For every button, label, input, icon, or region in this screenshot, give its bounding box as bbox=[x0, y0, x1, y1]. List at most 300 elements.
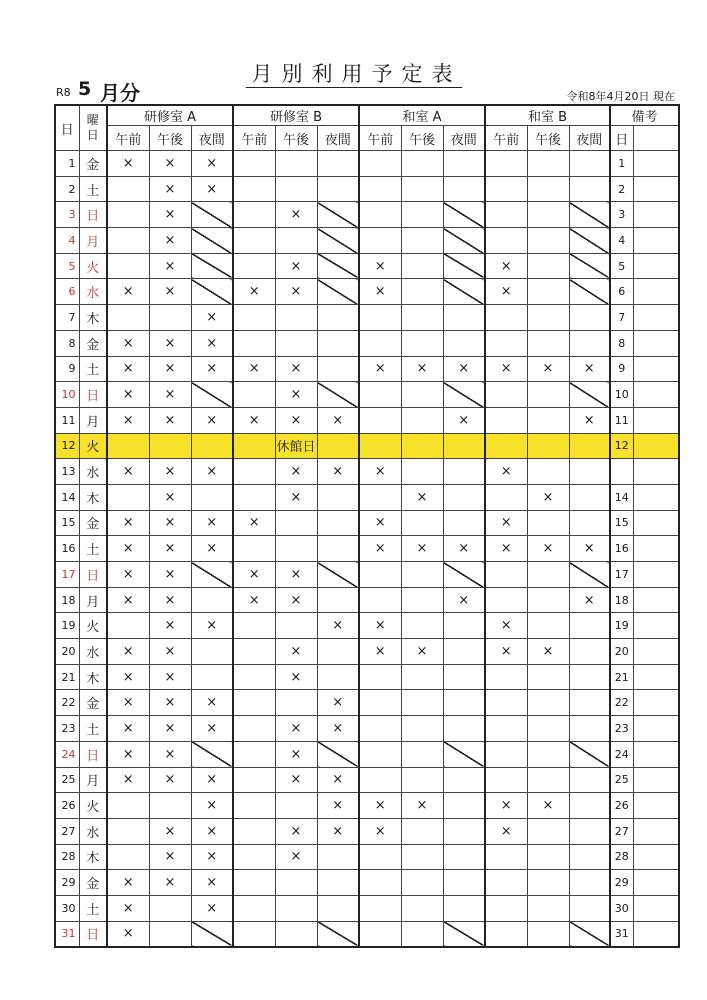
booked-mark[interactable]: × bbox=[443, 356, 485, 382]
available-slot[interactable] bbox=[485, 895, 527, 921]
booked-mark[interactable]: × bbox=[275, 767, 317, 793]
available-slot[interactable] bbox=[359, 664, 401, 690]
available-slot[interactable] bbox=[275, 151, 317, 177]
available-slot[interactable] bbox=[569, 870, 610, 896]
booked-mark[interactable]: × bbox=[149, 767, 191, 793]
available-slot[interactable] bbox=[485, 767, 527, 793]
booked-mark[interactable]: × bbox=[191, 536, 233, 562]
available-slot[interactable] bbox=[191, 639, 233, 665]
available-slot[interactable] bbox=[233, 151, 275, 177]
available-slot[interactable] bbox=[317, 895, 359, 921]
booked-mark[interactable]: × bbox=[233, 562, 275, 588]
available-slot[interactable] bbox=[443, 767, 485, 793]
available-slot[interactable] bbox=[359, 741, 401, 767]
remarks-note[interactable] bbox=[633, 305, 679, 331]
booked-mark[interactable]: × bbox=[149, 664, 191, 690]
available-slot[interactable] bbox=[401, 176, 443, 202]
available-slot[interactable] bbox=[401, 228, 443, 254]
booked-mark[interactable]: × bbox=[149, 253, 191, 279]
available-slot[interactable] bbox=[569, 716, 610, 742]
available-slot[interactable] bbox=[359, 151, 401, 177]
available-slot[interactable] bbox=[359, 895, 401, 921]
available-slot[interactable] bbox=[233, 844, 275, 870]
available-slot[interactable] bbox=[191, 484, 233, 510]
booked-mark[interactable]: × bbox=[359, 253, 401, 279]
booked-mark[interactable]: × bbox=[359, 639, 401, 665]
booked-mark[interactable]: × bbox=[149, 407, 191, 433]
booked-mark[interactable]: × bbox=[275, 818, 317, 844]
available-slot[interactable] bbox=[401, 690, 443, 716]
available-slot[interactable] bbox=[527, 151, 569, 177]
booked-mark[interactable]: × bbox=[107, 587, 149, 613]
available-slot[interactable] bbox=[527, 279, 569, 305]
available-slot[interactable] bbox=[359, 202, 401, 228]
available-slot[interactable] bbox=[233, 690, 275, 716]
booked-mark[interactable]: × bbox=[191, 407, 233, 433]
booked-mark[interactable]: × bbox=[317, 407, 359, 433]
available-slot[interactable] bbox=[275, 921, 317, 947]
available-slot[interactable] bbox=[485, 664, 527, 690]
booked-mark[interactable]: × bbox=[485, 613, 527, 639]
available-slot[interactable] bbox=[107, 484, 149, 510]
remarks-note[interactable] bbox=[633, 870, 679, 896]
booked-mark[interactable]: × bbox=[569, 356, 610, 382]
available-slot[interactable] bbox=[359, 870, 401, 896]
available-slot[interactable] bbox=[527, 202, 569, 228]
available-slot[interactable] bbox=[275, 895, 317, 921]
remarks-note[interactable] bbox=[633, 639, 679, 665]
booked-mark[interactable]: × bbox=[149, 382, 191, 408]
available-slot[interactable] bbox=[359, 716, 401, 742]
available-slot[interactable] bbox=[233, 253, 275, 279]
available-slot[interactable] bbox=[149, 895, 191, 921]
available-slot[interactable] bbox=[149, 921, 191, 947]
remarks-note[interactable] bbox=[633, 253, 679, 279]
available-slot[interactable] bbox=[317, 870, 359, 896]
booked-mark[interactable]: × bbox=[107, 536, 149, 562]
remarks-note[interactable] bbox=[633, 562, 679, 588]
booked-mark[interactable]: × bbox=[359, 279, 401, 305]
available-slot[interactable] bbox=[569, 664, 610, 690]
available-slot[interactable] bbox=[527, 382, 569, 408]
booked-mark[interactable]: × bbox=[275, 356, 317, 382]
booked-mark[interactable]: × bbox=[485, 459, 527, 485]
available-slot[interactable] bbox=[569, 510, 610, 536]
available-slot[interactable] bbox=[401, 305, 443, 331]
booked-mark[interactable]: × bbox=[317, 793, 359, 819]
available-slot[interactable] bbox=[233, 202, 275, 228]
available-slot[interactable] bbox=[401, 767, 443, 793]
booked-mark[interactable]: × bbox=[485, 279, 527, 305]
booked-mark[interactable]: × bbox=[401, 484, 443, 510]
available-slot[interactable] bbox=[107, 793, 149, 819]
available-slot[interactable] bbox=[191, 664, 233, 690]
available-slot[interactable] bbox=[527, 562, 569, 588]
available-slot[interactable] bbox=[317, 356, 359, 382]
booked-mark[interactable]: × bbox=[149, 176, 191, 202]
booked-mark[interactable]: × bbox=[275, 202, 317, 228]
available-slot[interactable] bbox=[275, 613, 317, 639]
available-slot[interactable] bbox=[527, 741, 569, 767]
booked-mark[interactable]: × bbox=[191, 895, 233, 921]
booked-mark[interactable]: × bbox=[233, 407, 275, 433]
available-slot[interactable] bbox=[401, 870, 443, 896]
available-slot[interactable] bbox=[317, 176, 359, 202]
booked-mark[interactable]: × bbox=[485, 818, 527, 844]
remarks-note[interactable] bbox=[633, 844, 679, 870]
booked-mark[interactable]: × bbox=[191, 870, 233, 896]
available-slot[interactable] bbox=[443, 151, 485, 177]
remarks-note[interactable] bbox=[633, 664, 679, 690]
available-slot[interactable] bbox=[485, 202, 527, 228]
remarks-note[interactable] bbox=[633, 510, 679, 536]
available-slot[interactable] bbox=[317, 844, 359, 870]
available-slot[interactable] bbox=[317, 484, 359, 510]
booked-mark[interactable]: × bbox=[527, 484, 569, 510]
booked-mark[interactable]: × bbox=[317, 613, 359, 639]
booked-mark[interactable]: × bbox=[191, 151, 233, 177]
available-slot[interactable] bbox=[359, 562, 401, 588]
available-slot[interactable] bbox=[401, 407, 443, 433]
booked-mark[interactable]: × bbox=[149, 356, 191, 382]
remarks-note[interactable] bbox=[633, 895, 679, 921]
available-slot[interactable] bbox=[401, 562, 443, 588]
available-slot[interactable] bbox=[485, 870, 527, 896]
booked-mark[interactable]: × bbox=[149, 459, 191, 485]
available-slot[interactable] bbox=[527, 407, 569, 433]
remarks-note[interactable] bbox=[633, 382, 679, 408]
available-slot[interactable] bbox=[569, 484, 610, 510]
available-slot[interactable] bbox=[359, 844, 401, 870]
booked-mark[interactable]: × bbox=[275, 639, 317, 665]
remarks-note[interactable] bbox=[633, 176, 679, 202]
booked-mark[interactable]: × bbox=[107, 356, 149, 382]
available-slot[interactable] bbox=[359, 305, 401, 331]
booked-mark[interactable]: × bbox=[401, 356, 443, 382]
available-slot[interactable] bbox=[275, 510, 317, 536]
booked-mark[interactable]: × bbox=[149, 484, 191, 510]
available-slot[interactable] bbox=[569, 895, 610, 921]
available-slot[interactable] bbox=[317, 587, 359, 613]
available-slot[interactable] bbox=[317, 536, 359, 562]
available-slot[interactable] bbox=[233, 613, 275, 639]
available-slot[interactable] bbox=[401, 510, 443, 536]
booked-mark[interactable]: × bbox=[191, 510, 233, 536]
available-slot[interactable] bbox=[485, 587, 527, 613]
available-slot[interactable] bbox=[107, 844, 149, 870]
available-slot[interactable] bbox=[527, 459, 569, 485]
available-slot[interactable] bbox=[485, 382, 527, 408]
booked-mark[interactable]: × bbox=[149, 510, 191, 536]
available-slot[interactable] bbox=[401, 664, 443, 690]
available-slot[interactable] bbox=[527, 510, 569, 536]
booked-mark[interactable]: × bbox=[107, 459, 149, 485]
available-slot[interactable] bbox=[485, 228, 527, 254]
available-slot[interactable] bbox=[443, 484, 485, 510]
booked-mark[interactable]: × bbox=[107, 330, 149, 356]
booked-mark[interactable]: × bbox=[443, 536, 485, 562]
available-slot[interactable] bbox=[569, 459, 610, 485]
booked-mark[interactable]: × bbox=[149, 151, 191, 177]
available-slot[interactable] bbox=[443, 176, 485, 202]
available-slot[interactable] bbox=[443, 510, 485, 536]
available-slot[interactable] bbox=[527, 818, 569, 844]
remarks-note[interactable] bbox=[633, 151, 679, 177]
available-slot[interactable] bbox=[443, 716, 485, 742]
available-slot[interactable] bbox=[485, 741, 527, 767]
available-slot[interactable] bbox=[233, 305, 275, 331]
available-slot[interactable] bbox=[569, 690, 610, 716]
booked-mark[interactable]: × bbox=[401, 639, 443, 665]
booked-mark[interactable]: × bbox=[485, 793, 527, 819]
available-slot[interactable] bbox=[401, 330, 443, 356]
available-slot[interactable] bbox=[527, 921, 569, 947]
booked-mark[interactable]: × bbox=[149, 330, 191, 356]
available-slot[interactable] bbox=[527, 253, 569, 279]
available-slot[interactable] bbox=[359, 382, 401, 408]
available-slot[interactable] bbox=[485, 176, 527, 202]
available-slot[interactable] bbox=[569, 767, 610, 793]
booked-mark[interactable]: × bbox=[275, 253, 317, 279]
available-slot[interactable] bbox=[485, 330, 527, 356]
available-slot[interactable] bbox=[359, 330, 401, 356]
available-slot[interactable] bbox=[527, 844, 569, 870]
available-slot[interactable] bbox=[401, 587, 443, 613]
booked-mark[interactable]: × bbox=[401, 536, 443, 562]
available-slot[interactable] bbox=[569, 818, 610, 844]
booked-mark[interactable]: × bbox=[149, 587, 191, 613]
available-slot[interactable] bbox=[275, 793, 317, 819]
available-slot[interactable] bbox=[443, 793, 485, 819]
available-slot[interactable] bbox=[401, 741, 443, 767]
remarks-note[interactable] bbox=[633, 202, 679, 228]
available-slot[interactable] bbox=[107, 305, 149, 331]
booked-mark[interactable]: × bbox=[149, 639, 191, 665]
booked-mark[interactable]: × bbox=[527, 793, 569, 819]
available-slot[interactable] bbox=[401, 921, 443, 947]
remarks-note[interactable] bbox=[633, 587, 679, 613]
booked-mark[interactable]: × bbox=[191, 459, 233, 485]
available-slot[interactable] bbox=[107, 818, 149, 844]
booked-mark[interactable]: × bbox=[149, 613, 191, 639]
booked-mark[interactable]: × bbox=[149, 228, 191, 254]
booked-mark[interactable]: × bbox=[527, 536, 569, 562]
booked-mark[interactable]: × bbox=[149, 844, 191, 870]
available-slot[interactable] bbox=[359, 690, 401, 716]
booked-mark[interactable]: × bbox=[107, 151, 149, 177]
available-slot[interactable] bbox=[401, 459, 443, 485]
booked-mark[interactable]: × bbox=[527, 356, 569, 382]
booked-mark[interactable]: × bbox=[233, 510, 275, 536]
available-slot[interactable] bbox=[233, 870, 275, 896]
available-slot[interactable] bbox=[569, 330, 610, 356]
available-slot[interactable] bbox=[401, 151, 443, 177]
available-slot[interactable] bbox=[527, 587, 569, 613]
booked-mark[interactable]: × bbox=[233, 356, 275, 382]
booked-mark[interactable]: × bbox=[191, 793, 233, 819]
remarks-note[interactable] bbox=[633, 741, 679, 767]
booked-mark[interactable]: × bbox=[107, 562, 149, 588]
booked-mark[interactable]: × bbox=[275, 407, 317, 433]
remarks-note[interactable] bbox=[633, 433, 679, 459]
available-slot[interactable] bbox=[443, 459, 485, 485]
available-slot[interactable] bbox=[149, 305, 191, 331]
booked-mark[interactable]: × bbox=[275, 459, 317, 485]
booked-mark[interactable]: × bbox=[275, 279, 317, 305]
booked-mark[interactable]: × bbox=[191, 330, 233, 356]
available-slot[interactable] bbox=[443, 818, 485, 844]
remarks-note[interactable] bbox=[633, 330, 679, 356]
available-slot[interactable] bbox=[569, 844, 610, 870]
available-slot[interactable] bbox=[191, 587, 233, 613]
booked-mark[interactable]: × bbox=[359, 510, 401, 536]
available-slot[interactable] bbox=[485, 921, 527, 947]
available-slot[interactable] bbox=[359, 587, 401, 613]
available-slot[interactable] bbox=[233, 921, 275, 947]
available-slot[interactable] bbox=[233, 459, 275, 485]
available-slot[interactable] bbox=[527, 305, 569, 331]
booked-mark[interactable]: × bbox=[317, 767, 359, 793]
available-slot[interactable] bbox=[569, 613, 610, 639]
available-slot[interactable] bbox=[233, 895, 275, 921]
available-slot[interactable] bbox=[233, 664, 275, 690]
booked-mark[interactable]: × bbox=[275, 844, 317, 870]
booked-mark[interactable]: × bbox=[317, 716, 359, 742]
available-slot[interactable] bbox=[443, 639, 485, 665]
remarks-note[interactable] bbox=[633, 536, 679, 562]
available-slot[interactable] bbox=[233, 536, 275, 562]
available-slot[interactable] bbox=[443, 330, 485, 356]
booked-mark[interactable]: × bbox=[275, 562, 317, 588]
available-slot[interactable] bbox=[401, 895, 443, 921]
available-slot[interactable] bbox=[233, 818, 275, 844]
available-slot[interactable] bbox=[317, 510, 359, 536]
available-slot[interactable] bbox=[233, 741, 275, 767]
booked-mark[interactable]: × bbox=[107, 870, 149, 896]
available-slot[interactable] bbox=[275, 536, 317, 562]
available-slot[interactable] bbox=[401, 844, 443, 870]
booked-mark[interactable]: × bbox=[149, 870, 191, 896]
available-slot[interactable] bbox=[107, 202, 149, 228]
available-slot[interactable] bbox=[107, 228, 149, 254]
booked-mark[interactable]: × bbox=[107, 510, 149, 536]
available-slot[interactable] bbox=[401, 202, 443, 228]
available-slot[interactable] bbox=[233, 176, 275, 202]
available-slot[interactable] bbox=[401, 382, 443, 408]
booked-mark[interactable]: × bbox=[191, 305, 233, 331]
booked-mark[interactable]: × bbox=[149, 716, 191, 742]
available-slot[interactable] bbox=[401, 279, 443, 305]
booked-mark[interactable]: × bbox=[107, 639, 149, 665]
booked-mark[interactable]: × bbox=[107, 407, 149, 433]
remarks-note[interactable] bbox=[633, 793, 679, 819]
available-slot[interactable] bbox=[527, 690, 569, 716]
booked-mark[interactable]: × bbox=[233, 279, 275, 305]
booked-mark[interactable]: × bbox=[485, 253, 527, 279]
booked-mark[interactable]: × bbox=[275, 664, 317, 690]
booked-mark[interactable]: × bbox=[107, 741, 149, 767]
available-slot[interactable] bbox=[527, 613, 569, 639]
booked-mark[interactable]: × bbox=[191, 176, 233, 202]
available-slot[interactable] bbox=[485, 407, 527, 433]
available-slot[interactable] bbox=[569, 305, 610, 331]
available-slot[interactable] bbox=[317, 151, 359, 177]
booked-mark[interactable]: × bbox=[191, 818, 233, 844]
booked-mark[interactable]: × bbox=[359, 356, 401, 382]
booked-mark[interactable]: × bbox=[107, 382, 149, 408]
booked-mark[interactable]: × bbox=[359, 818, 401, 844]
available-slot[interactable] bbox=[485, 716, 527, 742]
booked-mark[interactable]: × bbox=[569, 587, 610, 613]
booked-mark[interactable]: × bbox=[569, 536, 610, 562]
booked-mark[interactable]: × bbox=[149, 741, 191, 767]
remarks-note[interactable] bbox=[633, 356, 679, 382]
booked-mark[interactable]: × bbox=[107, 279, 149, 305]
available-slot[interactable] bbox=[485, 562, 527, 588]
available-slot[interactable] bbox=[317, 330, 359, 356]
available-slot[interactable] bbox=[485, 690, 527, 716]
available-slot[interactable] bbox=[527, 767, 569, 793]
available-slot[interactable] bbox=[233, 382, 275, 408]
available-slot[interactable] bbox=[485, 305, 527, 331]
booked-mark[interactable]: × bbox=[107, 921, 149, 947]
available-slot[interactable] bbox=[401, 716, 443, 742]
available-slot[interactable] bbox=[317, 305, 359, 331]
remarks-note[interactable] bbox=[633, 818, 679, 844]
available-slot[interactable] bbox=[401, 613, 443, 639]
booked-mark[interactable]: × bbox=[191, 844, 233, 870]
remarks-note[interactable] bbox=[633, 690, 679, 716]
booked-mark[interactable]: × bbox=[191, 690, 233, 716]
available-slot[interactable] bbox=[485, 484, 527, 510]
booked-mark[interactable]: × bbox=[149, 562, 191, 588]
available-slot[interactable] bbox=[107, 253, 149, 279]
booked-mark[interactable]: × bbox=[359, 536, 401, 562]
booked-mark[interactable]: × bbox=[275, 587, 317, 613]
available-slot[interactable] bbox=[443, 305, 485, 331]
booked-mark[interactable]: × bbox=[317, 459, 359, 485]
available-slot[interactable] bbox=[233, 793, 275, 819]
remarks-note[interactable] bbox=[633, 279, 679, 305]
booked-mark[interactable]: × bbox=[359, 459, 401, 485]
booked-mark[interactable]: × bbox=[107, 767, 149, 793]
booked-mark[interactable]: × bbox=[191, 716, 233, 742]
available-slot[interactable] bbox=[443, 844, 485, 870]
booked-mark[interactable]: × bbox=[485, 536, 527, 562]
booked-mark[interactable]: × bbox=[149, 536, 191, 562]
booked-mark[interactable]: × bbox=[401, 793, 443, 819]
available-slot[interactable] bbox=[233, 716, 275, 742]
booked-mark[interactable]: × bbox=[107, 664, 149, 690]
booked-mark[interactable]: × bbox=[485, 639, 527, 665]
available-slot[interactable] bbox=[359, 484, 401, 510]
available-slot[interactable] bbox=[443, 895, 485, 921]
booked-mark[interactable]: × bbox=[149, 690, 191, 716]
available-slot[interactable] bbox=[443, 870, 485, 896]
available-slot[interactable] bbox=[275, 870, 317, 896]
booked-mark[interactable]: × bbox=[107, 690, 149, 716]
available-slot[interactable] bbox=[275, 305, 317, 331]
available-slot[interactable] bbox=[359, 228, 401, 254]
available-slot[interactable] bbox=[485, 151, 527, 177]
available-slot[interactable] bbox=[401, 818, 443, 844]
available-slot[interactable] bbox=[359, 921, 401, 947]
booked-mark[interactable]: × bbox=[527, 639, 569, 665]
booked-mark[interactable]: × bbox=[149, 818, 191, 844]
remarks-note[interactable] bbox=[633, 767, 679, 793]
available-slot[interactable] bbox=[317, 664, 359, 690]
available-slot[interactable] bbox=[275, 228, 317, 254]
